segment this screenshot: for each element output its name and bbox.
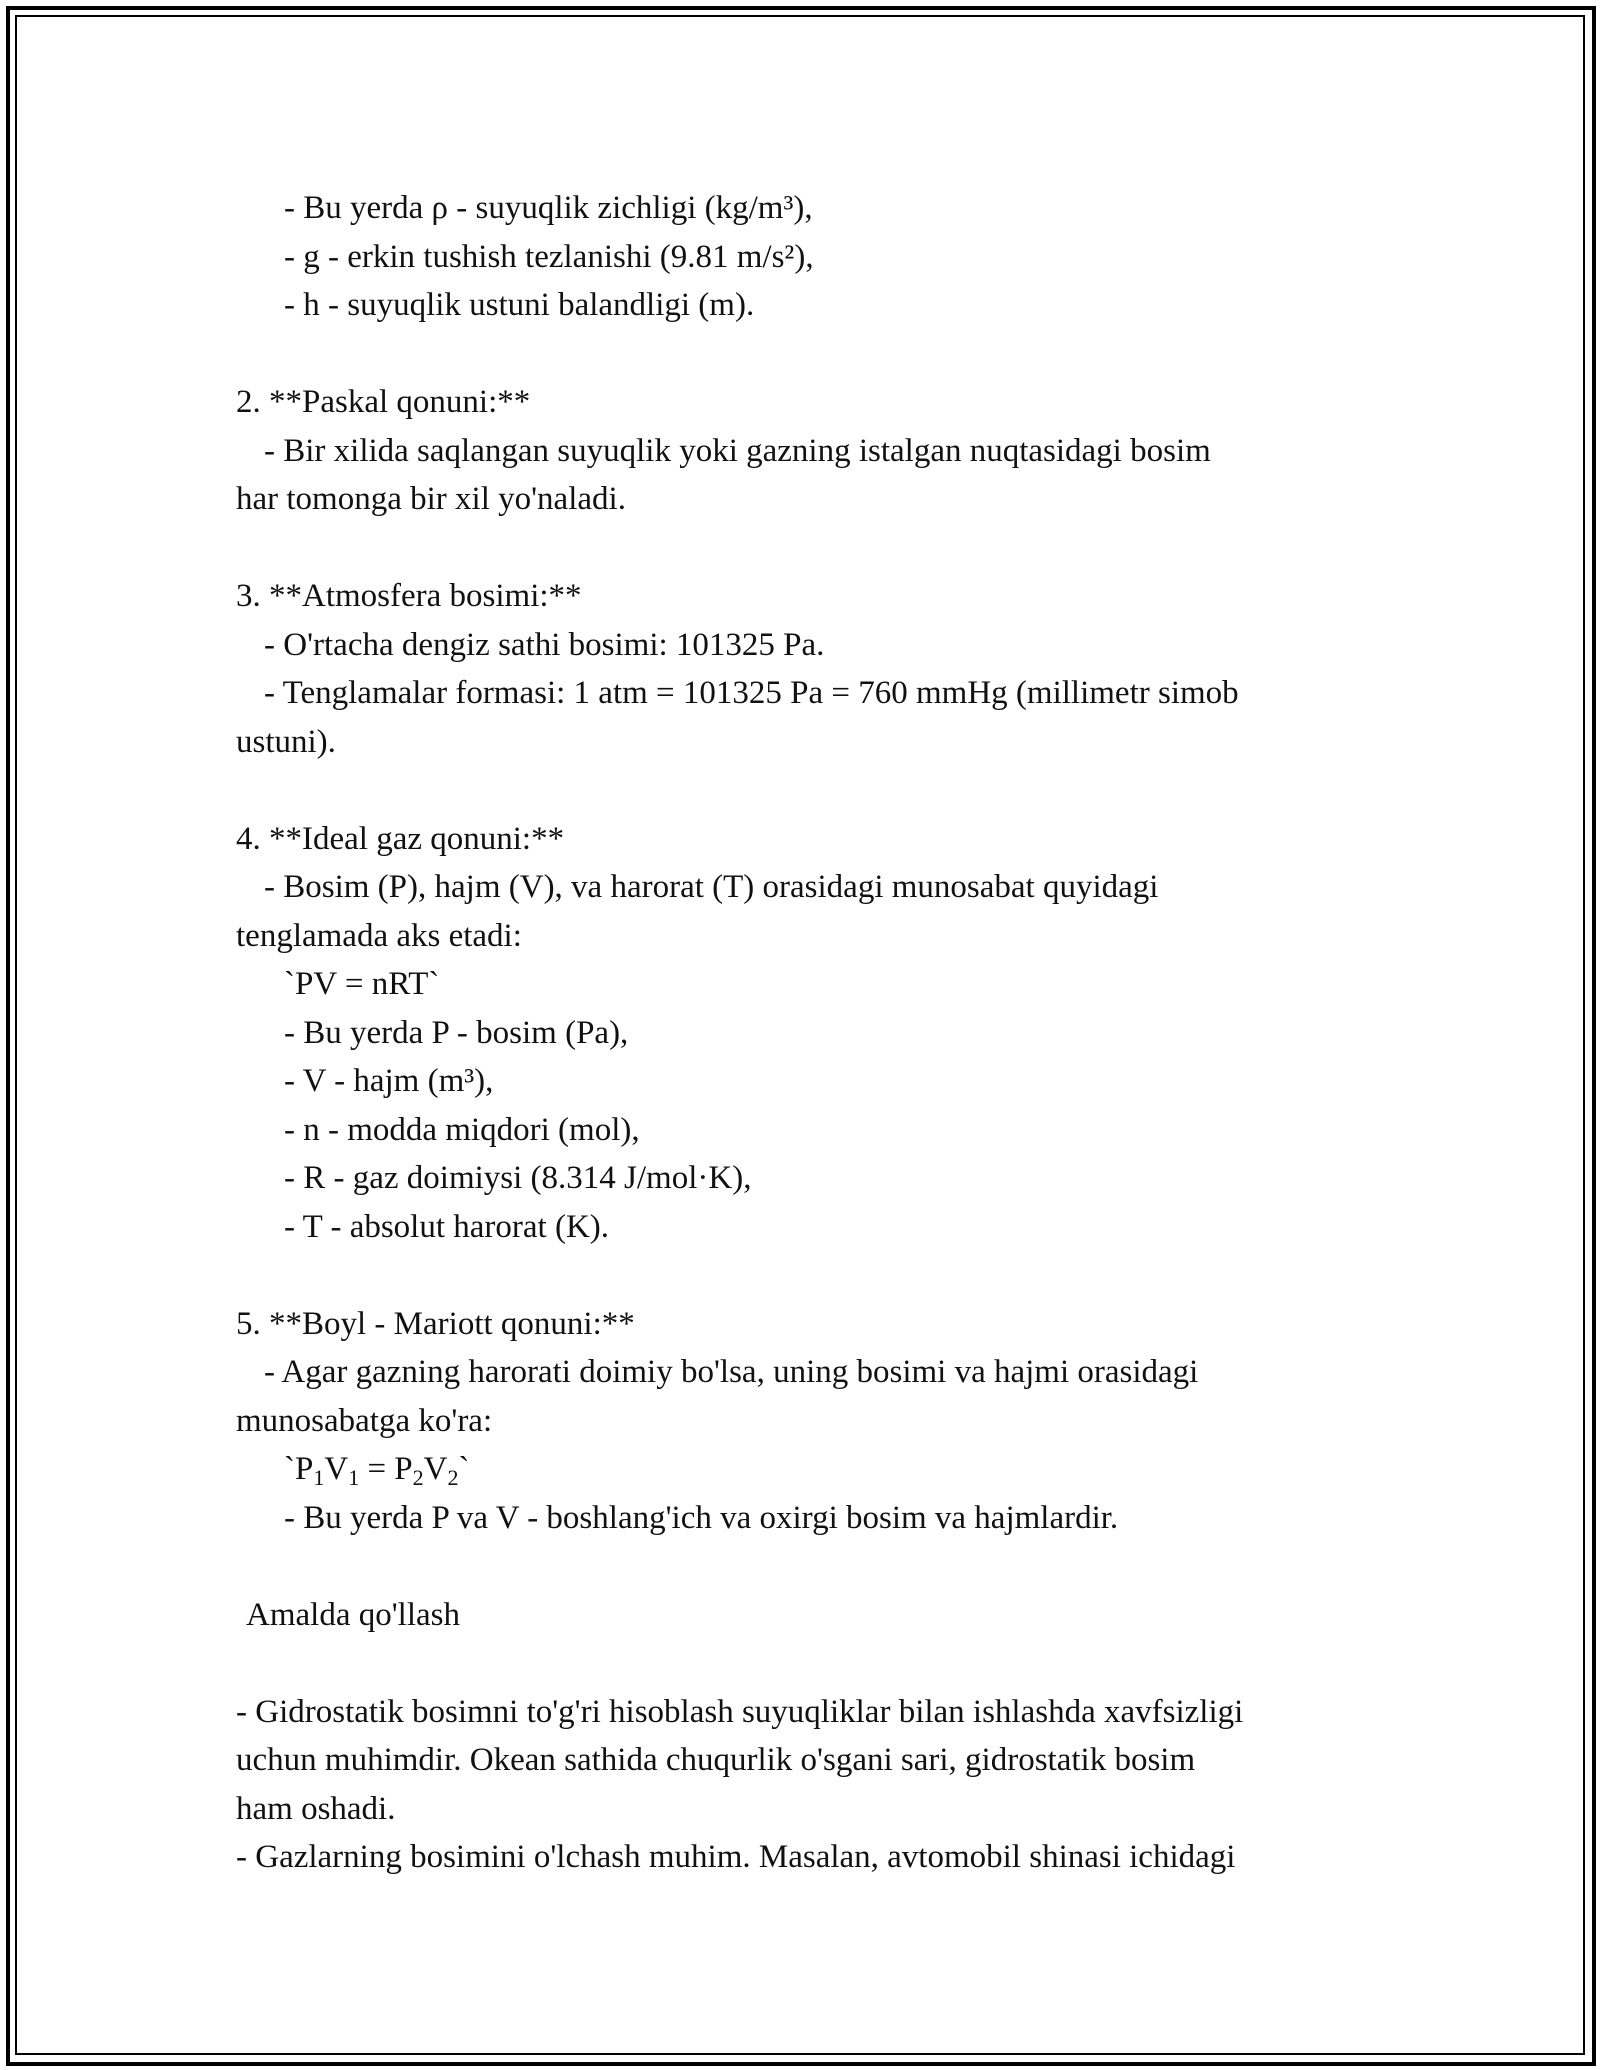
blank-line <box>236 330 1366 379</box>
formula-part: = P <box>359 1451 413 1487</box>
text-line: - h - suyuqlik ustuni balandligi (m). <box>284 287 755 323</box>
text-line: - Bosim (P), hajm (V), va harorat (T) orasidagi munosabat quyidagi <box>264 869 1159 905</box>
document-body <box>236 184 1366 1882</box>
text-line: har tomonga bir xil yo'naladi. <box>236 481 626 517</box>
formula-subscript: 2 <box>412 1465 424 1490</box>
blank-line <box>236 1542 1366 1591</box>
formula <box>236 1445 1366 1494</box>
blank-line <box>236 1639 1366 1688</box>
text-line: ham oshadi. <box>236 1790 396 1827</box>
text-line: uchun muhimdir. Okean sathida chuqurlik o'sgani sari, gidrostatik bosim <box>236 1742 1196 1778</box>
text-line: tenglamada aks etadi: <box>236 917 522 954</box>
text-line: - O'rtacha dengiz sathi bosimi: 101325 Pa. <box>264 626 825 663</box>
section-heading: 5. **Boyl - Mariott qonuni:** <box>236 1305 635 1342</box>
text-line: - Tenglamalar formasi: 1 atm = 101325 Pa = 760 mmHg (millimetr simob <box>264 675 1239 711</box>
blank-line <box>236 766 1366 815</box>
formula: `PV = nRT` <box>284 966 440 1002</box>
text-line: - R - gaz doimiysi (8.314 J/mol·K), <box>284 1160 752 1196</box>
text-line: - Gazlarning bosimini o'lchash muhim. Masalan, avtomobil shinasi ichidagi <box>236 1839 1236 1875</box>
formula-part: V <box>423 1451 448 1487</box>
text-line: - g - erkin tushish tezlanishi (9.81 m/s²), <box>284 238 814 275</box>
blank-line <box>236 1251 1366 1300</box>
text-line: - Agar gazning harorati doimiy bo'lsa, uning bosimi va hajmi orasidagi <box>264 1354 1199 1390</box>
blank-line <box>236 524 1366 573</box>
text-line: - Bir xilida saqlangan suyuqlik yoki gazning istalgan nuqtasidagi bosim <box>264 432 1211 469</box>
formula-subscript: 1 <box>348 1465 360 1490</box>
formula-subscript: 2 <box>447 1465 459 1490</box>
formula-part: V <box>324 1451 349 1487</box>
text-line: - n - modda miqdori (mol), <box>284 1111 640 1148</box>
formula-part: ` <box>458 1451 470 1487</box>
text-line: - Bu yerda P - bosim (Pa), <box>284 1014 629 1051</box>
section-heading: 4. **Ideal gaz qonuni:** <box>236 820 565 857</box>
text-line: - Bu yerda P va V - boshlang'ich va oxirgi bosim va hajmlardir. <box>284 1499 1119 1536</box>
text-line: munosabatga ko'ra: <box>236 1402 493 1439</box>
text-line: - Gidrostatik bosimni to'g'ri hisoblash suyuqliklar bilan ishlashda xavfsizligi <box>236 1693 1244 1730</box>
section-heading: 2. **Paskal qonuni:** <box>236 384 531 420</box>
formula-part: `P <box>284 1451 314 1487</box>
text-line: - V - hajm (m³), <box>284 1063 494 1099</box>
text-line: - Bu yerda ρ - suyuqlik zichligi (kg/m³), <box>284 190 813 226</box>
text-line: - T - absolut harorat (K). <box>284 1208 610 1245</box>
formula-subscript: 1 <box>313 1465 325 1490</box>
section-heading: Amalda qo'llash <box>246 1596 460 1633</box>
text-line: ustuni). <box>236 723 336 760</box>
section-heading: 3. **Atmosfera bosimi:** <box>236 578 582 614</box>
